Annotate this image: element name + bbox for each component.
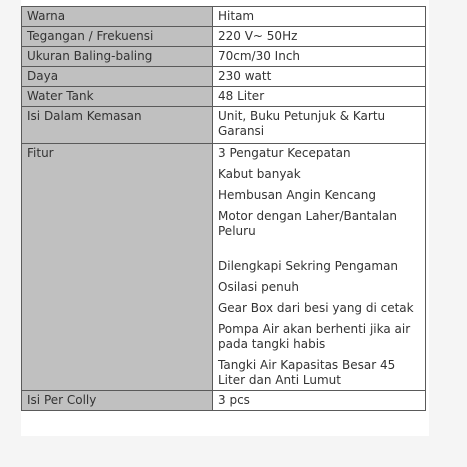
table-row — [22, 87, 426, 107]
feature-item: Tangki Air Kapasitas Besar 45 Liter dan Anti Lumut — [218, 358, 396, 387]
spec-value: Hitam — [213, 7, 426, 27]
table-row — [22, 67, 426, 87]
feature-item: Hembusan Angin Kencang — [218, 188, 376, 202]
spec-value: Unit, Buku Petunjuk & Kartu Garansi — [213, 107, 426, 144]
table-row — [22, 107, 426, 144]
spec-label: Tegangan / Frekuensi — [22, 27, 213, 47]
spec-value: 3 pcs — [213, 391, 426, 411]
spec-value: 70cm/30 Inch — [213, 47, 426, 67]
feature-list — [213, 144, 426, 391]
feature-item: Gear Box dari besi yang di cetak — [218, 301, 414, 315]
spec-label: Daya — [22, 67, 213, 87]
feature-item: Motor dengan Laher/Bantalan Peluru — [218, 209, 398, 238]
feature-item: Dilengkapi Sekring Pengaman — [218, 259, 399, 273]
table-row-fitur — [22, 144, 426, 391]
spec-label: Warna — [22, 7, 213, 27]
spec-label-fitur: Fitur — [22, 144, 213, 391]
feature-item: Pompa Air akan berhenti jika air pada tangki habis — [218, 322, 411, 351]
spec-table — [21, 6, 426, 411]
table-row — [22, 391, 426, 411]
spec-value: 220 V~ 50Hz — [213, 27, 426, 47]
spec-label: Water Tank — [22, 87, 213, 107]
spec-value: 48 Liter — [213, 87, 426, 107]
feature-item: 3 Pengatur Kecepatan — [218, 146, 351, 160]
feature-item: Osilasi penuh — [218, 280, 299, 294]
table-row — [22, 27, 426, 47]
spec-label: Isi Per Colly — [22, 391, 213, 411]
spec-label: Ukuran Baling-baling — [22, 47, 213, 67]
feature-item: Kabut banyak — [218, 167, 301, 181]
spec-value: 230 watt — [213, 67, 426, 87]
spec-label: Isi Dalam Kemasan — [22, 107, 213, 144]
table-row — [22, 7, 426, 27]
table-row — [22, 47, 426, 67]
